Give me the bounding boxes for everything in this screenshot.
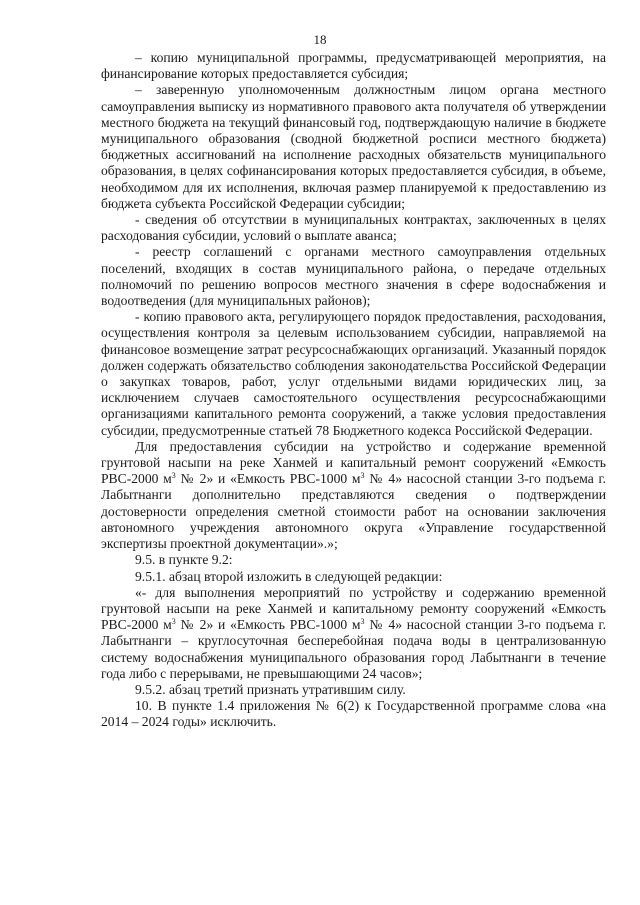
paragraph-legal-act-copy: - копию правового акта, регулирующего порядок предоставления, расходования, осуществления контроля за целевым использованием субсидии, направляемой на финансовое возмещение затрат ресурсоснабжающих организаций. Указанный порядок должен содержать обязательство соблюдения законодательства Российской Федерации о закупках товаров, работ, услуг отдельными видами юридических лиц, за исключением случаев самостоятельного осуществления ресурсоснабжающими организациями капитального ремонта сооружений, а также условия предоставления субсидии, предусмотренные статьей 78 Бюджетного кодекса Российской Федерации. (101, 309, 606, 438)
paragraph-clause-9-5-1: 9.5.1. абзац второй изложить в следующей редакции: (135, 568, 443, 584)
paragraph-agreements-registry: - реестр соглашений с органами местного самоуправления отдельных поселений, входящих в состав муниципального района, о передаче отдельных полномочий по решению вопросов местного значения в сфере водоснабжения и водоотведения (для муниципальных районов); (101, 244, 606, 309)
page-number: 18 (313, 32, 327, 47)
paragraph-clause-10: 10. В пункте 1.4 приложения № 6(2) к Государственной программе слова «на 2014 – 2024 годы» исключить. (101, 698, 606, 730)
paragraph-advance-payment-info: - сведения об отсутствии в муниципальных контрактах, заключенных в целях расходования субсидии, условий о выплате аванса; (101, 212, 606, 244)
paragraph-subsidy-conditions: Для предоставления субсидии на устройство и содержание временной грунтовой насыпи на реке Ханмей и капитальный ремонт сооружений «Емкость РВС-2000 $м^3$ № 2» и «Емкость РВС-1000 $м^3$ № 4» насосной станции 3-го подъема г. Лабытнанги дополнительно представляются сведения о подтверждении достоверности определения сметной стоимости работ на основании заключения автономного учреждения автономного округа «Управление государственной экспертизы проектной документации».»; (101, 438, 606, 552)
paragraph-clause-9-5-2: 9.5.2. абзац третий признать утратившим силу. (135, 681, 406, 697)
paragraph-new-wording: «- для выполнения мероприятий по устройству и содержанию временной грунтовой насыпи на реке Ханмей и капитальному ремонту сооружений «Емкость РВС-2000 $м^3$ № 2» и «Емкость РВС-1000 $м^3$ № 4» насосной станции 3-го подъема г. Лабытнанги – круглосуточная бесперебойная подача воды в централизованную систему водоснабжения муниципального образования город Лабытнанги в течение года либо с перерывами, не превышающими 24 часов»; (101, 584, 606, 681)
paragraph-municipal-program-copy: – копию муниципальной программы, предусматривающей мероприятия, на финансирование которых предоставляется субсидия; (101, 50, 606, 82)
paragraph-clause-9-5: 9.5. в пункте 9.2: (135, 552, 233, 568)
paragraph-budget-extract: – заверенную уполномоченным должностным лицом органа местного самоуправления выписку из нормативного правового акта получателя об утверждении местного бюджета на текущий финансовый год, подтверждающую наличие в бюджете муниципального образования (сводной бюджетной росписи местного бюджета) бюджетных ассигнований на исполнение расходных обязательств муниципального образования, в целях софинансирования которых предоставляется субсидия, в объеме, необходимом для их исполнения, включая размер планируемой к предоставлению из бюджета субъекта Российской Федерации субсидии; (101, 82, 606, 211)
document-body (101, 50, 606, 731)
